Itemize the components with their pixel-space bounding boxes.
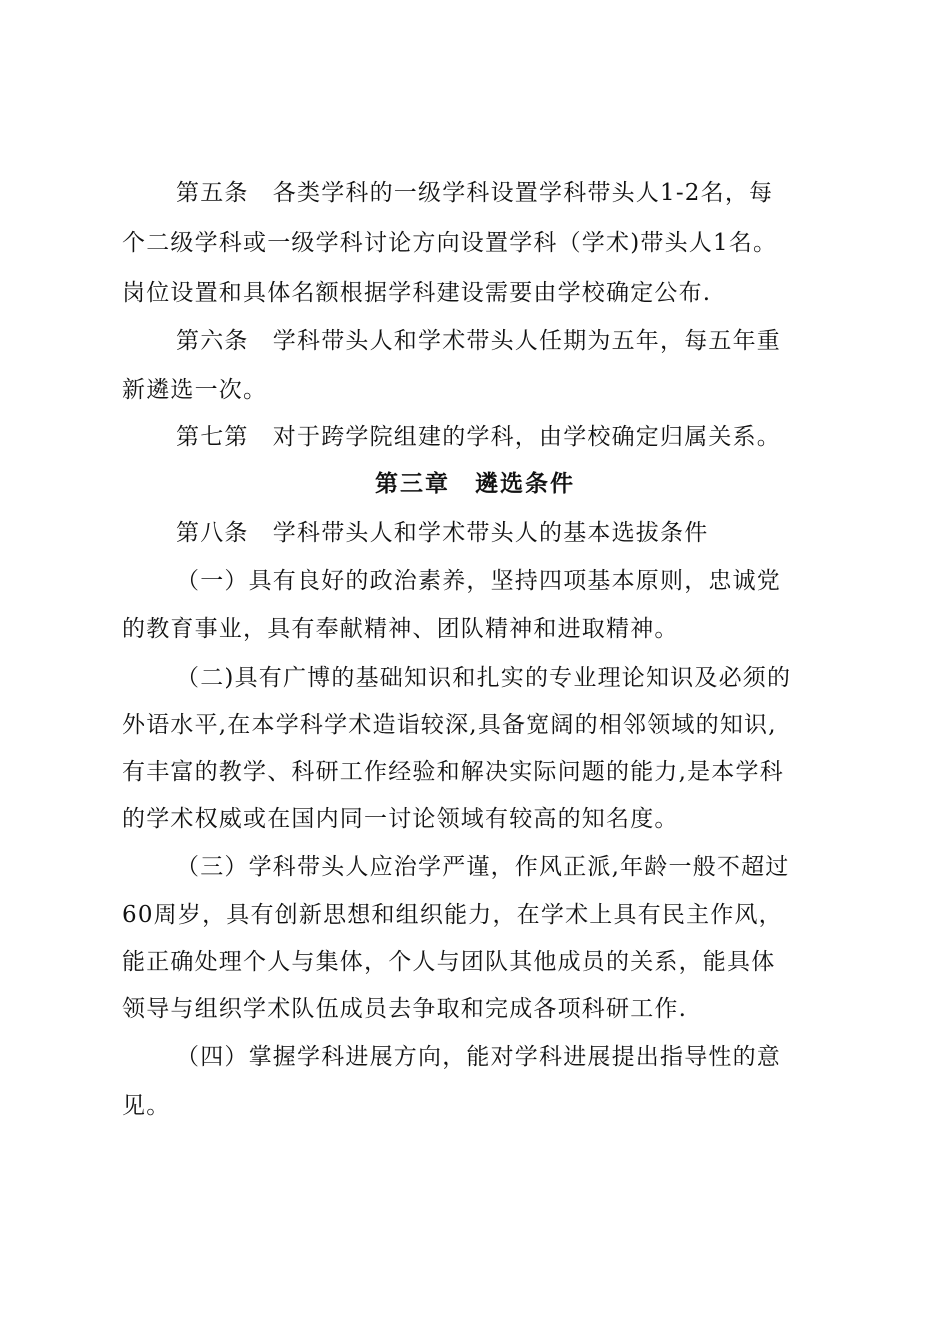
clause-1-line-2: 的教育事业，具有奉献精神、团队精神和进取精神。	[122, 616, 679, 642]
clause-3-line-2: 60周岁，具有创新思想和组织能力，在学术上具有民主作风，	[122, 902, 783, 928]
article-5-line-2: 个二级学科或一级学科讨论方向设置学科（学术)带头人1名。	[122, 230, 778, 256]
chapter-3-heading: 第三章 遴选条件	[375, 470, 575, 497]
clause-2-line-1: （二)具有广博的基础知识和扎实的专业理论知识及必须的	[176, 665, 792, 691]
article-6-line-1: 第六条 学科带头人和学术带头人任期为五年，每五年重	[176, 328, 781, 354]
clause-4-line-2: 见。	[122, 1093, 171, 1119]
clause-2-line-3: 有丰富的教学、科研工作经验和解决实际问题的能力,是本学科	[122, 759, 784, 785]
article-7-line-1: 第七第 对于跨学院组建的学科，由学校确定归属关系。	[176, 424, 781, 450]
clause-2-line-2: 外语水平,在本学科学术造诣较深,具备宽阔的相邻领域的知识,	[122, 712, 777, 738]
article-6-line-2: 新遴选一次。	[122, 377, 268, 403]
clause-3-line-4: 领导与组织学术队伍成员去争取和完成各项科研工作.	[122, 996, 688, 1022]
article-5-line-3: 岗位设置和具体名额根据学科建设需要由学校确定公布.	[122, 280, 712, 306]
clause-1-line-1: （一）具有良好的政治素养，坚持四项基本原则，忠诚党	[176, 568, 781, 594]
clause-2-line-4: 的学术权威或在国内同一讨论领域有较高的知名度。	[122, 806, 679, 832]
clause-4-line-1: （四）掌握学科进展方向，能对学科进展提出指导性的意	[176, 1044, 781, 1070]
article-8-line-1: 第八条 学科带头人和学术带头人的基本选拔条件	[176, 520, 709, 546]
clause-3-line-3: 能正确处理个人与集体，个人与团队其他成员的关系，能具体	[122, 949, 776, 975]
article-5-line-1: 第五条 各类学科的一级学科设置学科带头人1-2名，每	[176, 180, 774, 206]
clause-3-line-1: （三）学科带头人应治学严谨，作风正派,年龄一般不超过	[176, 854, 790, 880]
